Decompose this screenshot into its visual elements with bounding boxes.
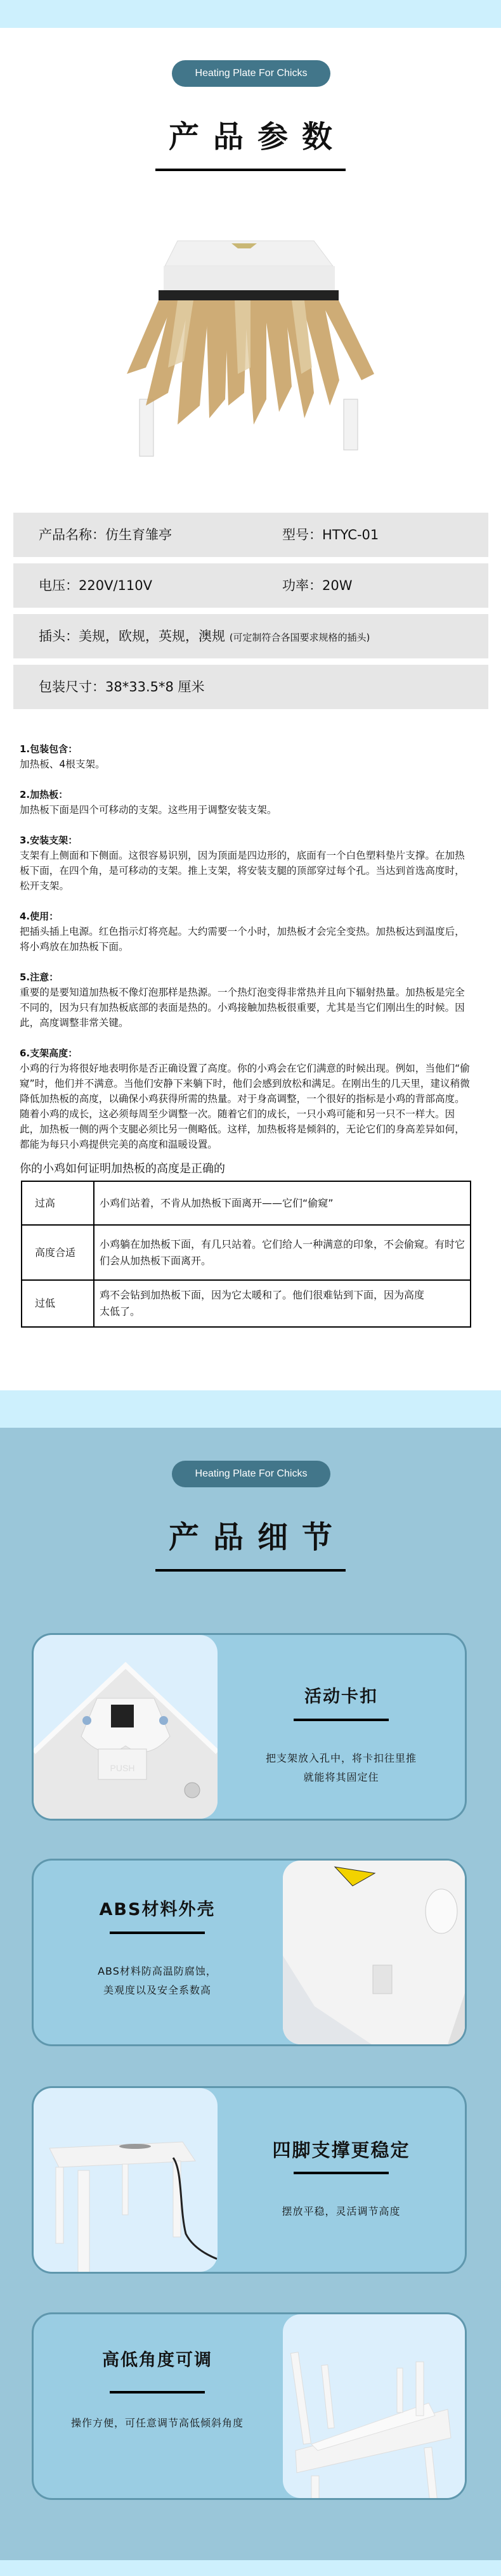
instruction-text: 重要的是要知道加热板不像灯泡那样是热源。一个热灯泡变得非常热并且向下辐射热量。加热板是完全不同的，因为只有加热板底部的表面是热的。小鸡接触加热板很重要，尤其是当它们刚出生的时候。因此，高度调整非常关键。	[20, 987, 465, 1028]
section-badge: Heating Plate For Chicks	[172, 1461, 330, 1487]
card-underline	[110, 2391, 205, 2393]
card-desc: 摆放平稳，灵活调节高度	[282, 2205, 401, 2217]
push-label: PUSH	[110, 1763, 135, 1773]
card-desc: 把支架放入孔中，将卡扣往里推	[265, 1752, 417, 1764]
plug-types: 插头：美规，欧规，英规，澳规	[39, 629, 225, 644]
card-desc: 美观度以及安全系数高	[103, 1984, 211, 1996]
table-cell-label: 高度合适	[22, 1225, 94, 1280]
card-title: 四脚支撑更稳定	[272, 2139, 410, 2161]
feature-card-angle	[32, 2312, 467, 2500]
table-row	[22, 1225, 471, 1280]
title-underline	[155, 1569, 346, 1572]
section-title: 产品细节	[168, 1520, 346, 1555]
instruction-heading: 6.支架高度：	[20, 1048, 78, 1059]
model-number: 型号：HTYC-01	[282, 527, 379, 542]
instruction-text: 小鸡的行为将很好地表明你是否正确设置了高度。你的小鸡会在它们满意的时候出现。例如，当他们“偷窥”时，他们并不满意。当他们安静下来躺下时，他们会感到放松和满足。在刚出生的几天里，建议稍微降低加热板的高度，以确保小鸡获得所需的热量。对于身高调整，一个很好的指标是小鸡的背部高度。随着小鸡的成长，这必须每周至少调整一次。随着它们的成长，一只小鸡可能和另一只不一样大。因此，加热板一侧的两个支腿必须比另一侧略低。这样，加热板将是倾斜的，无论它们的身高差异如何，都能为每只小鸡提供完美的高度和温暖设置。	[20, 1063, 470, 1150]
bottom-band	[0, 2560, 501, 2576]
instruction-block	[20, 833, 470, 894]
instruction-block	[20, 741, 470, 772]
package-size: 包装尺寸：38*33.5*8 厘米	[39, 679, 205, 695]
feature-card-abs	[32, 1859, 467, 2046]
card-underline	[294, 1719, 389, 1721]
instruction-heading: 5.注意：	[20, 971, 59, 983]
spec-row-name	[13, 513, 488, 557]
feature-card-legs	[32, 2086, 467, 2274]
card-title: 高低角度可调	[102, 2350, 212, 2370]
card-text	[218, 2088, 465, 2272]
table-row	[22, 1280, 471, 1327]
instruction-block	[20, 787, 470, 817]
instruction-heading: 4.使用：	[20, 911, 59, 922]
instruction-text: 支架有上侧面和下侧面。这很容易识别，因为顶面是四边形的，底面有一个白色塑料垫片支撑。在加热板下面，在四个角，是可移动的支架。推上支架，将安装支腿的顶部穿过每个孔。当达到首选高度时，松开支架。	[20, 850, 465, 892]
instruction-heading: 1.包装包含：	[20, 743, 78, 755]
instruction-heading: 2.加热板：	[20, 789, 68, 800]
card-underline	[294, 2172, 389, 2174]
instruction-heading: 3.安装支架：	[20, 835, 78, 846]
product-image	[51, 215, 450, 463]
table-cell-label: 过高	[22, 1181, 94, 1225]
card-title: 活动卡扣	[304, 1687, 378, 1707]
spec-row-plug	[13, 614, 488, 658]
card-underline	[110, 1932, 205, 1934]
instruction-text: 加热板下面是四个可移动的支架。这些用于调整安装支架。	[20, 804, 277, 816]
instruction-text: 加热板、4根支架。	[20, 759, 105, 770]
power: 功率：20W	[282, 578, 353, 593]
section-badge: Heating Plate For Chicks	[172, 60, 330, 87]
table-intro: 你的小鸡如何证明加热板的高度是正确的	[20, 1162, 225, 1176]
clip-image	[34, 1635, 218, 1819]
spec-row-voltage	[13, 563, 488, 608]
feature-card-clip	[32, 1633, 467, 1821]
instruction-text: 把插头插上电源。红色指示灯将亮起。大约需要一个小时，加热板才会完全变热。加热板达到温度后，将小鸡放在加热板下面。	[20, 926, 465, 952]
adjustable-angle-image	[283, 2314, 467, 2498]
table-cell-desc: 小鸡躺在加热板下面，有几只站着。它们给人一种满意的印象，不会偷窥。有时它们会从加热板下面离开。	[94, 1225, 471, 1280]
table-cell-desc: 鸡不会钻到加热板下面，因为它太暖和了。他们很难钻到下面，因为高度太低了。	[94, 1280, 471, 1327]
table-cell-desc: 小鸡们站着，不肯从加热板下面离开——它们“偷窥”	[94, 1181, 471, 1225]
spec-row-package	[13, 665, 488, 709]
card-desc: ABS材料防高温防腐蚀，	[98, 1965, 217, 1977]
card-text	[34, 2314, 281, 2498]
top-band	[0, 0, 501, 28]
height-table	[21, 1181, 471, 1328]
plug-note: (可定制符合各国要求规格的插头)	[229, 632, 370, 643]
card-text	[218, 1635, 465, 1819]
card-desc: 操作方便，可任意调节高低倾斜角度	[70, 2417, 244, 2429]
card-desc: 就能将其固定住	[303, 1771, 379, 1783]
table-cell-label: 过低	[22, 1280, 94, 1327]
table-row	[22, 1181, 471, 1225]
instructions	[20, 741, 470, 1167]
product-name: 产品名称：仿生育雏亭	[39, 527, 172, 542]
voltage: 电压：220V/110V	[39, 578, 152, 593]
page-title: 产品参数	[168, 119, 346, 155]
title-underline	[155, 169, 346, 171]
four-legs-image	[34, 2088, 218, 2272]
instruction-block	[20, 970, 470, 1030]
instruction-block	[20, 909, 470, 954]
card-title: ABS材料外壳	[99, 1900, 216, 1919]
instruction-block	[20, 1046, 470, 1152]
section-divider-band	[0, 1390, 501, 1428]
card-text	[34, 1861, 281, 2044]
abs-shell-image	[283, 1861, 467, 2044]
